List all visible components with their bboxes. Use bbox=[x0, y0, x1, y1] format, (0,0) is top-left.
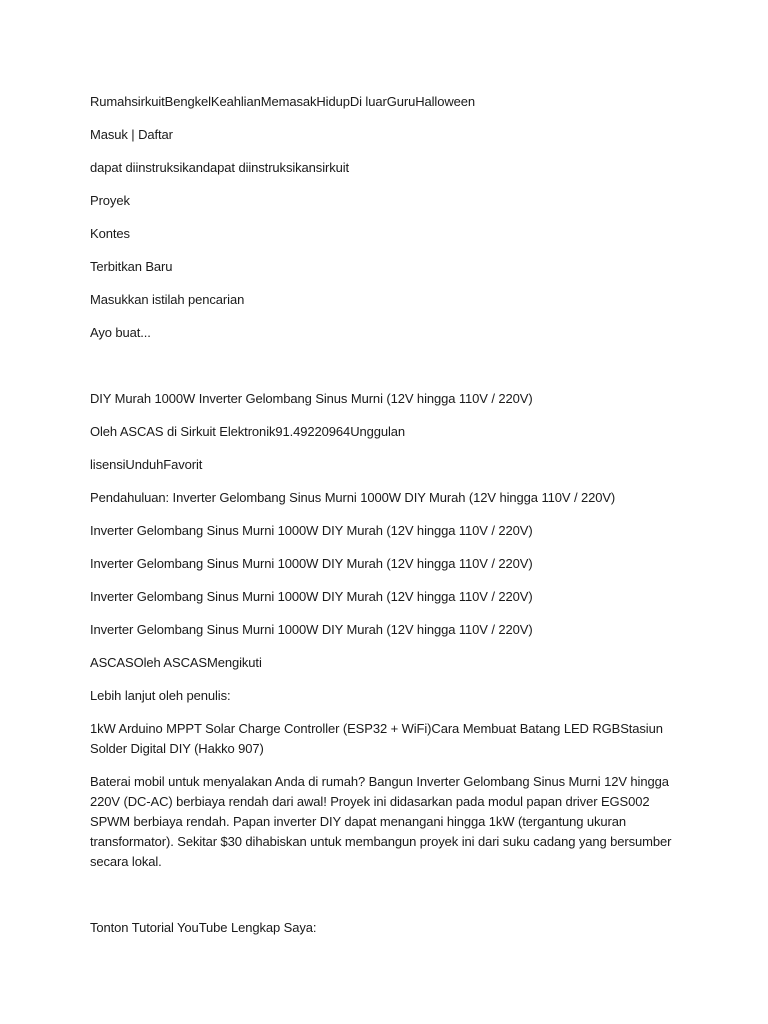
article-title: DIY Murah 1000W Inverter Gelombang Sinus Murni (12V hingga 110V / 220V) bbox=[90, 391, 533, 406]
site-brand[interactable]: dapat diinstruksikandapat diinstruksikansirkuit bbox=[90, 160, 350, 175]
youtube-tutorial-label: Tonton Tutorial YouTube Lengkap Saya: bbox=[90, 920, 317, 935]
more-by-author-label: Lebih lanjut oleh penulis: bbox=[90, 688, 231, 703]
intro-heading: Pendahuluan: Inverter Gelombang Sinus Murni 1000W DIY Murah (12V hingga 110V / 220V) bbox=[90, 490, 616, 505]
article-body-paragraph: Baterai mobil untuk menyalakan Anda di rumah? Bangun Inverter Gelombang Sinus Murni 12V hingga 220V (DC-AC) berbiaya rendah dari awal! Proyek ini didasarkan pada modul papan driver EGS002 SPWM berbiaya rendah. Papan inverter DIY dapat menangani hingga 1kW (tergantung ukuran transformator). Sekitar $30 dihabiskan untuk membangun proyek ini dari suku cadang yang bersumber secara lokal. bbox=[90, 774, 672, 869]
image-caption: Inverter Gelombang Sinus Murni 1000W DIY Murah (12V hingga 110V / 220V) bbox=[90, 622, 533, 637]
lets-make-link[interactable]: Ayo buat... bbox=[90, 325, 151, 340]
nav-category-links[interactable]: RumahsirkuitBengkelKeahlianMemasakHidupDi luarGuruHalloween bbox=[90, 94, 476, 109]
nav-projects[interactable]: Proyek bbox=[90, 193, 130, 208]
nav-publish-new[interactable]: Terbitkan Baru bbox=[90, 259, 173, 274]
document-page bbox=[90, 92, 680, 951]
more-by-author-links[interactable]: 1kW Arduino MPPT Solar Charge Controller (ESP32 + WiFi)Cara Membuat Batang LED RGBStasiun Solder Digital DIY (Hakko 907) bbox=[90, 721, 663, 756]
login-signup-links[interactable]: Masuk | Daftar bbox=[90, 127, 173, 142]
search-input-placeholder[interactable]: Masukkan istilah pencarian bbox=[90, 292, 245, 307]
spacer bbox=[90, 885, 680, 918]
image-caption: Inverter Gelombang Sinus Murni 1000W DIY Murah (12V hingga 110V / 220V) bbox=[90, 556, 533, 571]
license-download-favorite-actions[interactable]: lisensiUnduhFavorit bbox=[90, 457, 203, 472]
spacer bbox=[90, 356, 680, 389]
image-caption: Inverter Gelombang Sinus Murni 1000W DIY Murah (12V hingga 110V / 220V) bbox=[90, 523, 533, 538]
image-caption: Inverter Gelombang Sinus Murni 1000W DIY Murah (12V hingga 110V / 220V) bbox=[90, 589, 533, 604]
author-follow-line[interactable]: ASCASOleh ASCASMengikuti bbox=[90, 655, 262, 670]
article-byline: Oleh ASCAS di Sirkuit Elektronik91.49220964Unggulan bbox=[90, 424, 406, 439]
nav-contests[interactable]: Kontes bbox=[90, 226, 130, 241]
